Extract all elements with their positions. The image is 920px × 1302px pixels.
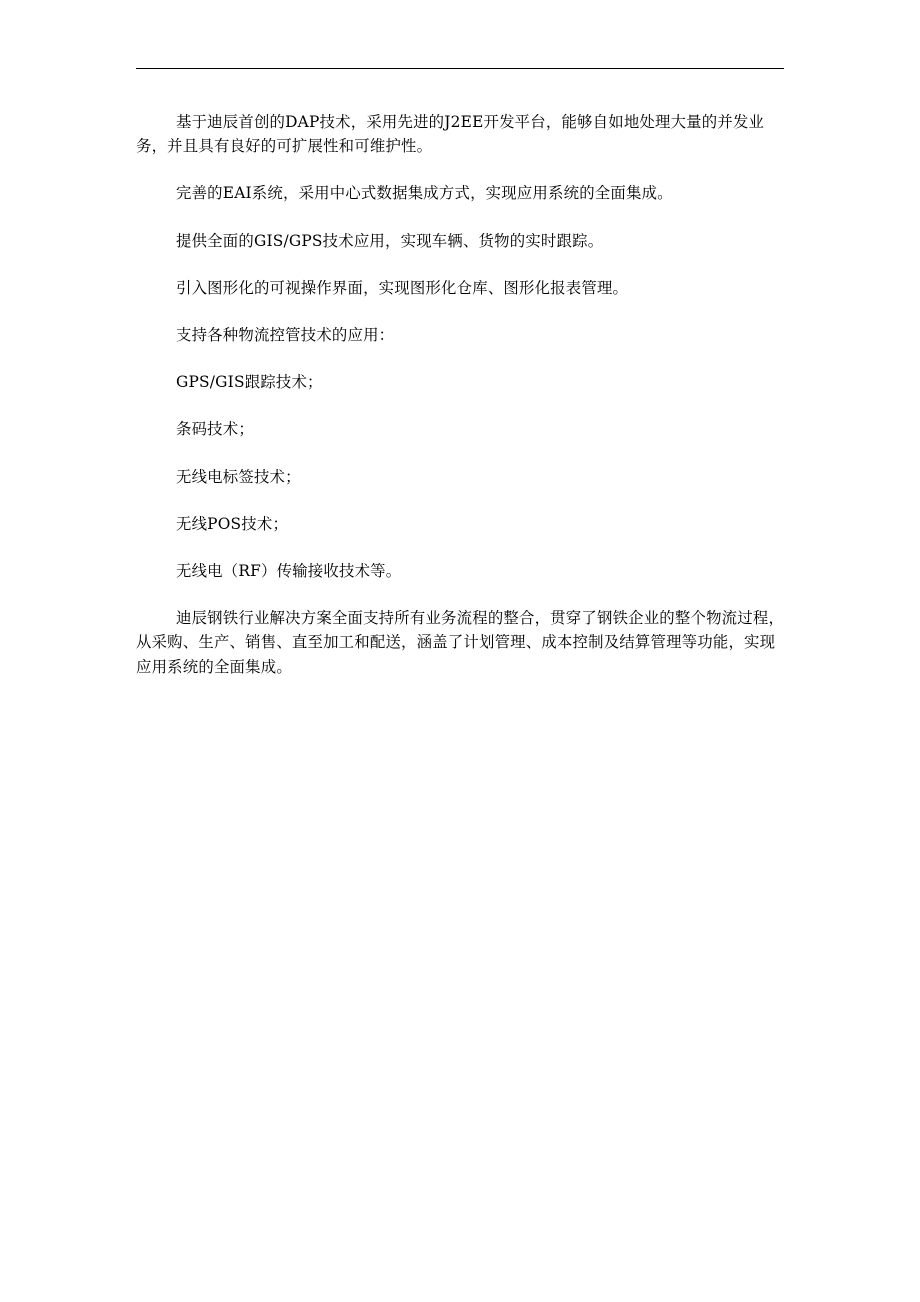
list-item-radio-tag: 无线电标签技术； xyxy=(176,467,301,486)
paragraph-logistics-tech-intro: 支持各种物流控管技术的应用： xyxy=(176,326,395,345)
paragraph-gis-gps: 提供全面的GIS/GPS技术应用，实现车辆、货物的实时跟踪。 xyxy=(176,231,604,250)
paragraph-graphical-interface: 引入图形化的可视操作界面，实现图形化仓库、图形化报表管理。 xyxy=(176,278,629,297)
list-item-barcode: 条码技术； xyxy=(176,420,254,439)
list-item-rf-transmission: 无线电（RF）传输接收技术等。 xyxy=(176,562,402,581)
list-item-gps-gis-tracking: GPS/GIS跟踪技术； xyxy=(176,373,323,392)
header-rule xyxy=(136,68,784,69)
document-body xyxy=(136,110,786,679)
list-item-wireless-pos: 无线POS技术； xyxy=(176,514,289,533)
paragraph-steel-solution-summary: 迪辰钢铁行业解决方案全面支持所有业务流程的整合，贯穿了钢铁企业的整个物流过程，从采购、生产、销售、直至加工和配送，涵盖了计划管理、成本控制及结算管理等功能，实现应用系统的全面集成。 xyxy=(136,609,785,676)
paragraph-eai-system: 完善的EAI系统，采用中心式数据集成方式，实现应用系统的全面集成。 xyxy=(176,184,673,203)
paragraph-dap-technology: 基于迪辰首创的DAP技术，采用先进的J2EE开发平台，能够自如地处理大量的并发业务，并且具有良好的可扩展性和可维护性。 xyxy=(136,113,765,156)
